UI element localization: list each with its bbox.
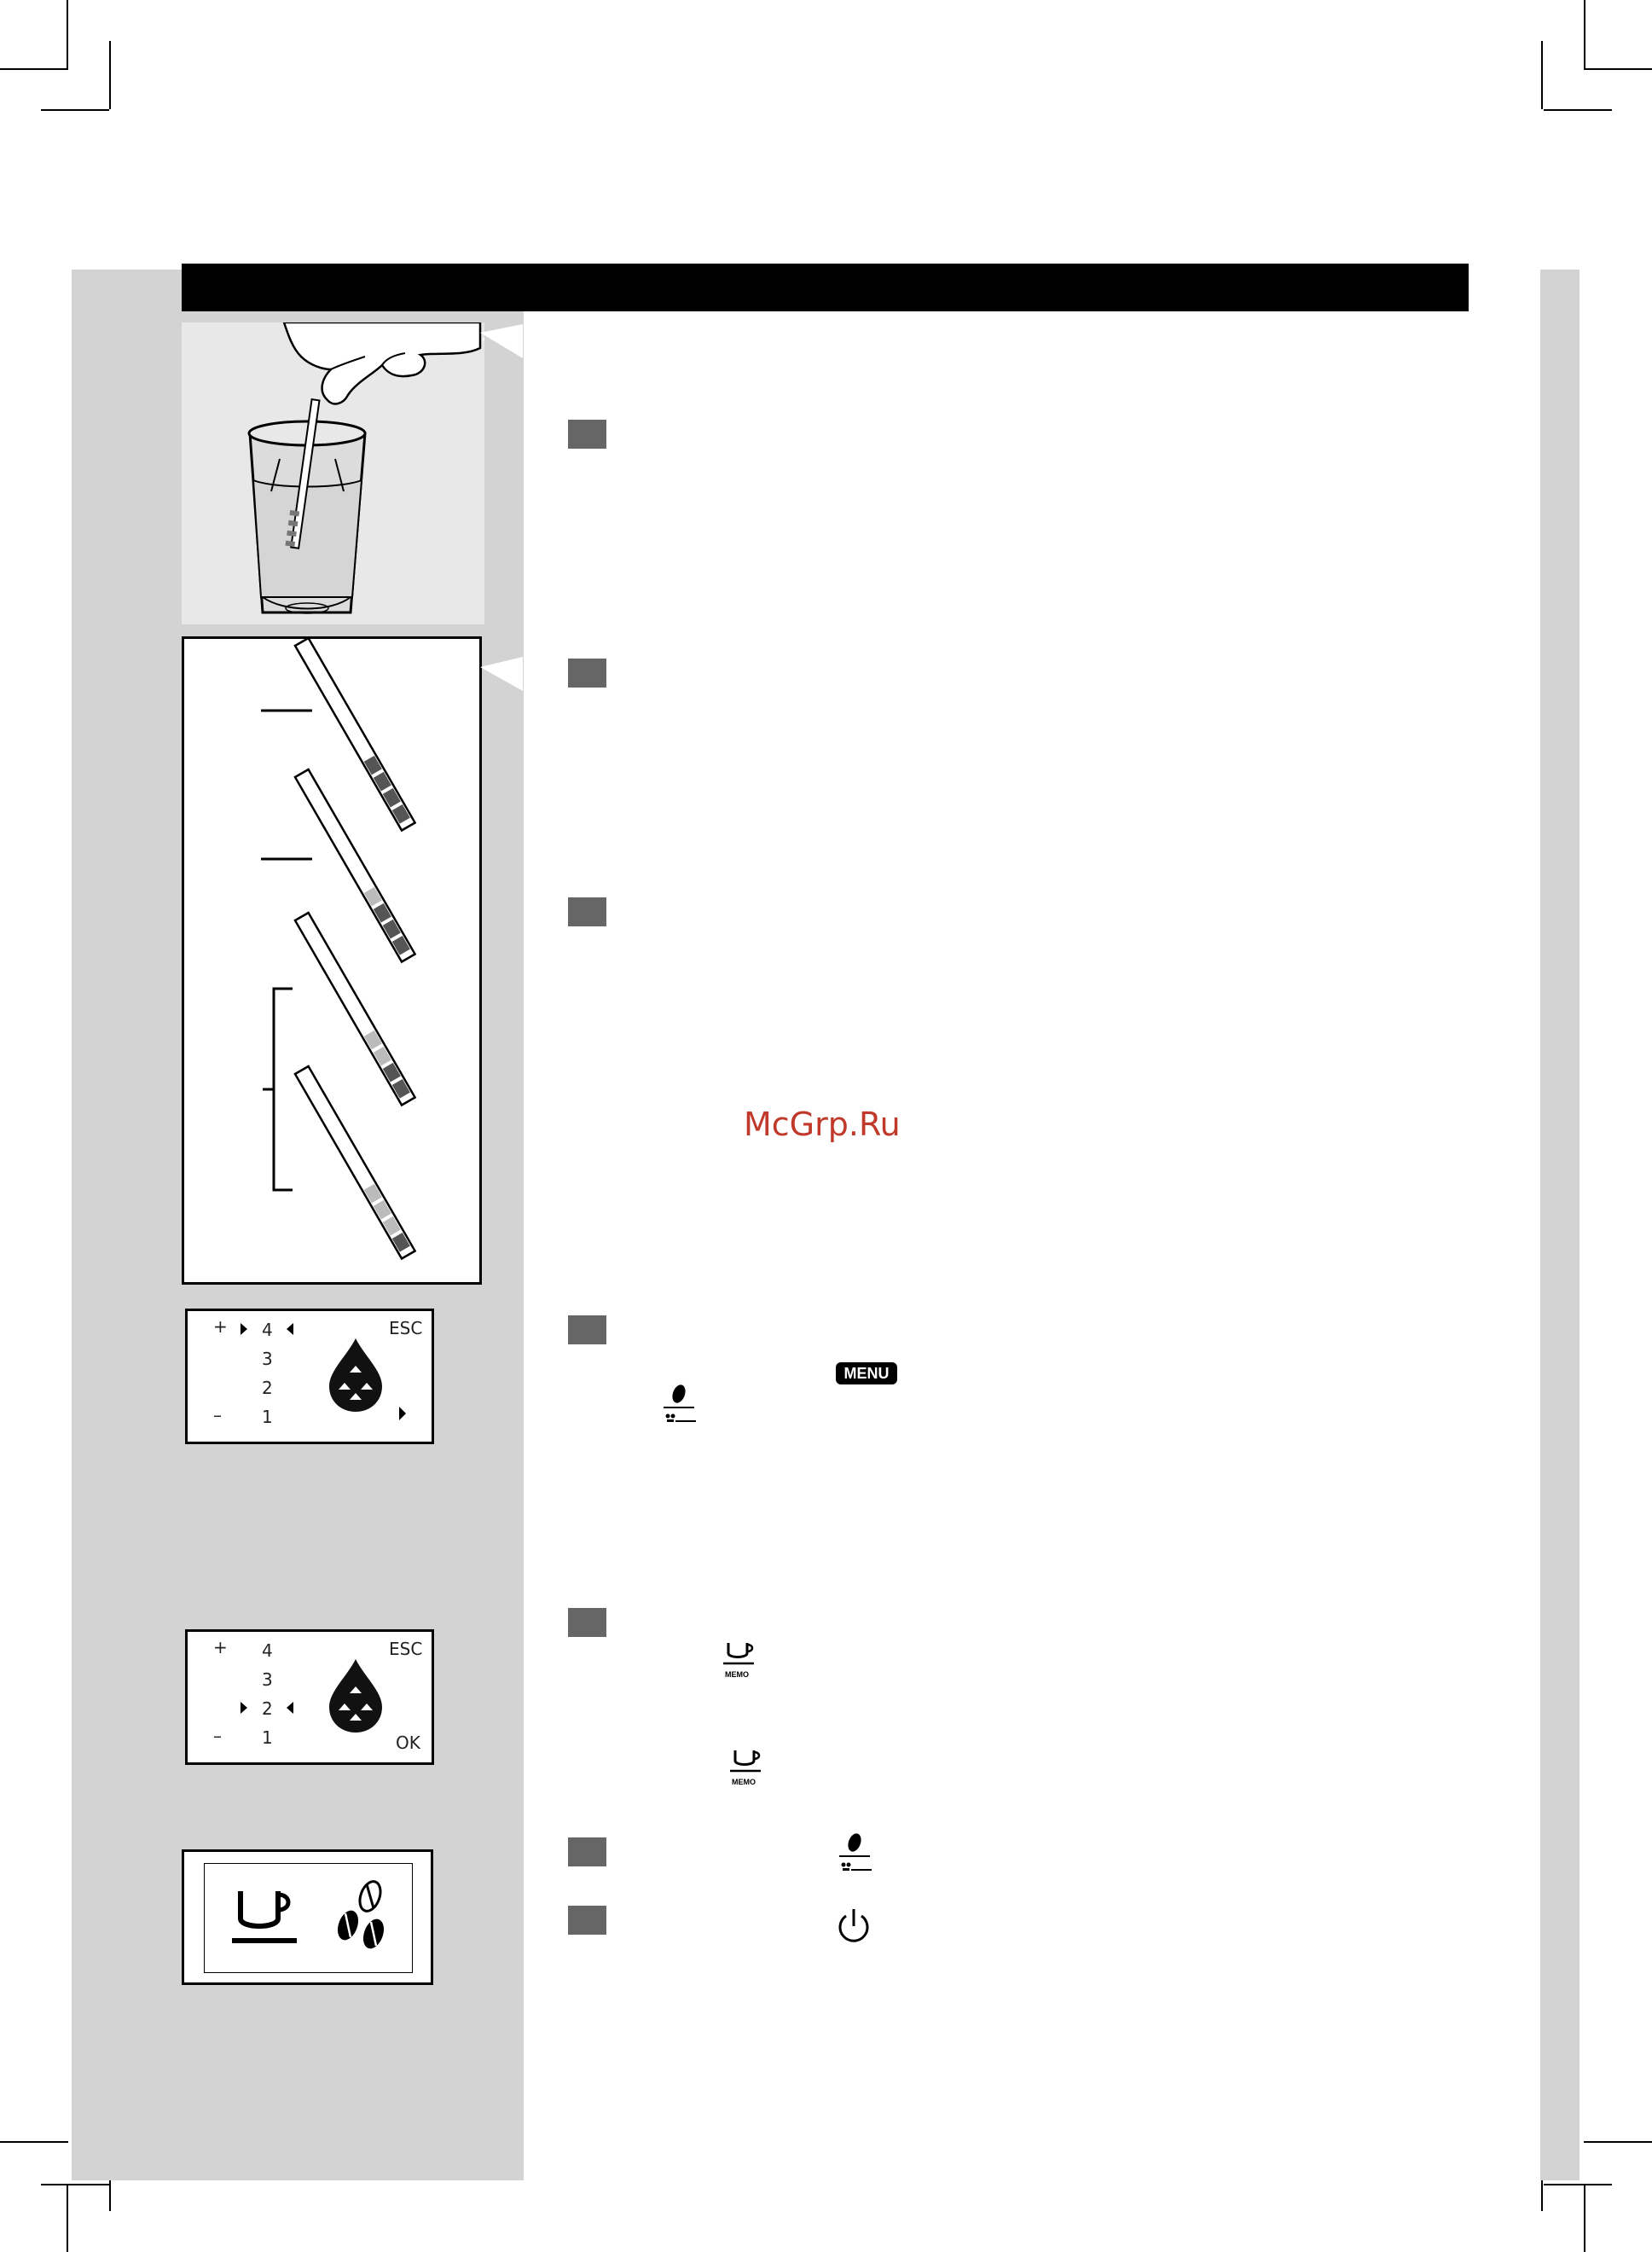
- crop-mark: [1584, 68, 1652, 70]
- step-marker-2: [568, 659, 606, 688]
- memo-label: MEMO: [725, 1670, 749, 1679]
- minus-label: –: [213, 1405, 222, 1425]
- water-drop-icon: [326, 1657, 385, 1734]
- level-3: 3: [262, 1669, 273, 1690]
- step-marker-1: [568, 420, 606, 449]
- callout-pointer: [480, 657, 523, 691]
- water-drop-icon: [326, 1337, 385, 1413]
- cup-icon: [230, 1888, 307, 1947]
- watermark: McGrp.Ru: [744, 1106, 901, 1143]
- esc-label: ESC: [389, 1639, 423, 1659]
- crop-mark: [1584, 2184, 1585, 2252]
- esc-label: ESC: [389, 1318, 423, 1338]
- minus-label: –: [213, 1726, 222, 1746]
- glass-test-illustration: [182, 322, 484, 624]
- section-header-bar: [182, 264, 1469, 311]
- step-marker-5: [568, 1608, 606, 1637]
- test-strip-chart-panel: [182, 636, 482, 1285]
- level-3: 3: [262, 1349, 273, 1369]
- coffee-bean-icon[interactable]: [658, 1384, 699, 1428]
- level-1: 1: [262, 1407, 273, 1427]
- menu-button[interactable]: MENU: [836, 1362, 897, 1384]
- selection-arrows: [188, 1311, 435, 1443]
- lcd-display-water-hardness-1: [185, 1309, 434, 1444]
- level-2: 2: [262, 1378, 273, 1398]
- step-marker-7: [568, 1906, 606, 1935]
- crop-mark: [1584, 2141, 1652, 2143]
- crop-mark: [1544, 2184, 1612, 2185]
- test-strip-icon: [184, 639, 479, 1282]
- selection-arrows: [188, 1632, 435, 1764]
- step-marker-6: [568, 1837, 606, 1866]
- step-marker-4: [568, 1315, 606, 1344]
- step-marker-3: [568, 897, 606, 926]
- crop-mark: [1544, 109, 1612, 111]
- plus-label: +: [213, 1637, 228, 1657]
- crop-mark: [1584, 0, 1585, 68]
- crop-mark: [67, 0, 68, 68]
- level-4: 4: [262, 1320, 273, 1340]
- coffee-beans-icon: [331, 1878, 399, 1954]
- crop-mark: [41, 109, 109, 111]
- right-margin-strip: [1540, 270, 1580, 2180]
- level-2: 2: [262, 1698, 273, 1719]
- crop-mark: [67, 2184, 68, 2252]
- ok-label: OK: [396, 1733, 420, 1753]
- lcd-inner-frame: [204, 1863, 413, 1973]
- lcd-display-ready: [182, 1849, 433, 1985]
- crop-mark: [41, 2184, 109, 2185]
- coffee-bean-icon[interactable]: [834, 1832, 875, 1877]
- plus-label: +: [213, 1316, 228, 1337]
- crop-mark: [0, 2141, 68, 2143]
- level-1: 1: [262, 1727, 273, 1748]
- callout-pointer: [480, 324, 523, 358]
- crop-mark: [0, 68, 68, 70]
- lcd-display-water-hardness-2: [185, 1629, 434, 1765]
- level-4: 4: [262, 1640, 273, 1661]
- power-icon[interactable]: [832, 1906, 875, 1948]
- crop-mark: [109, 41, 111, 109]
- crop-mark: [1541, 41, 1543, 109]
- memo-label: MEMO: [732, 1778, 756, 1786]
